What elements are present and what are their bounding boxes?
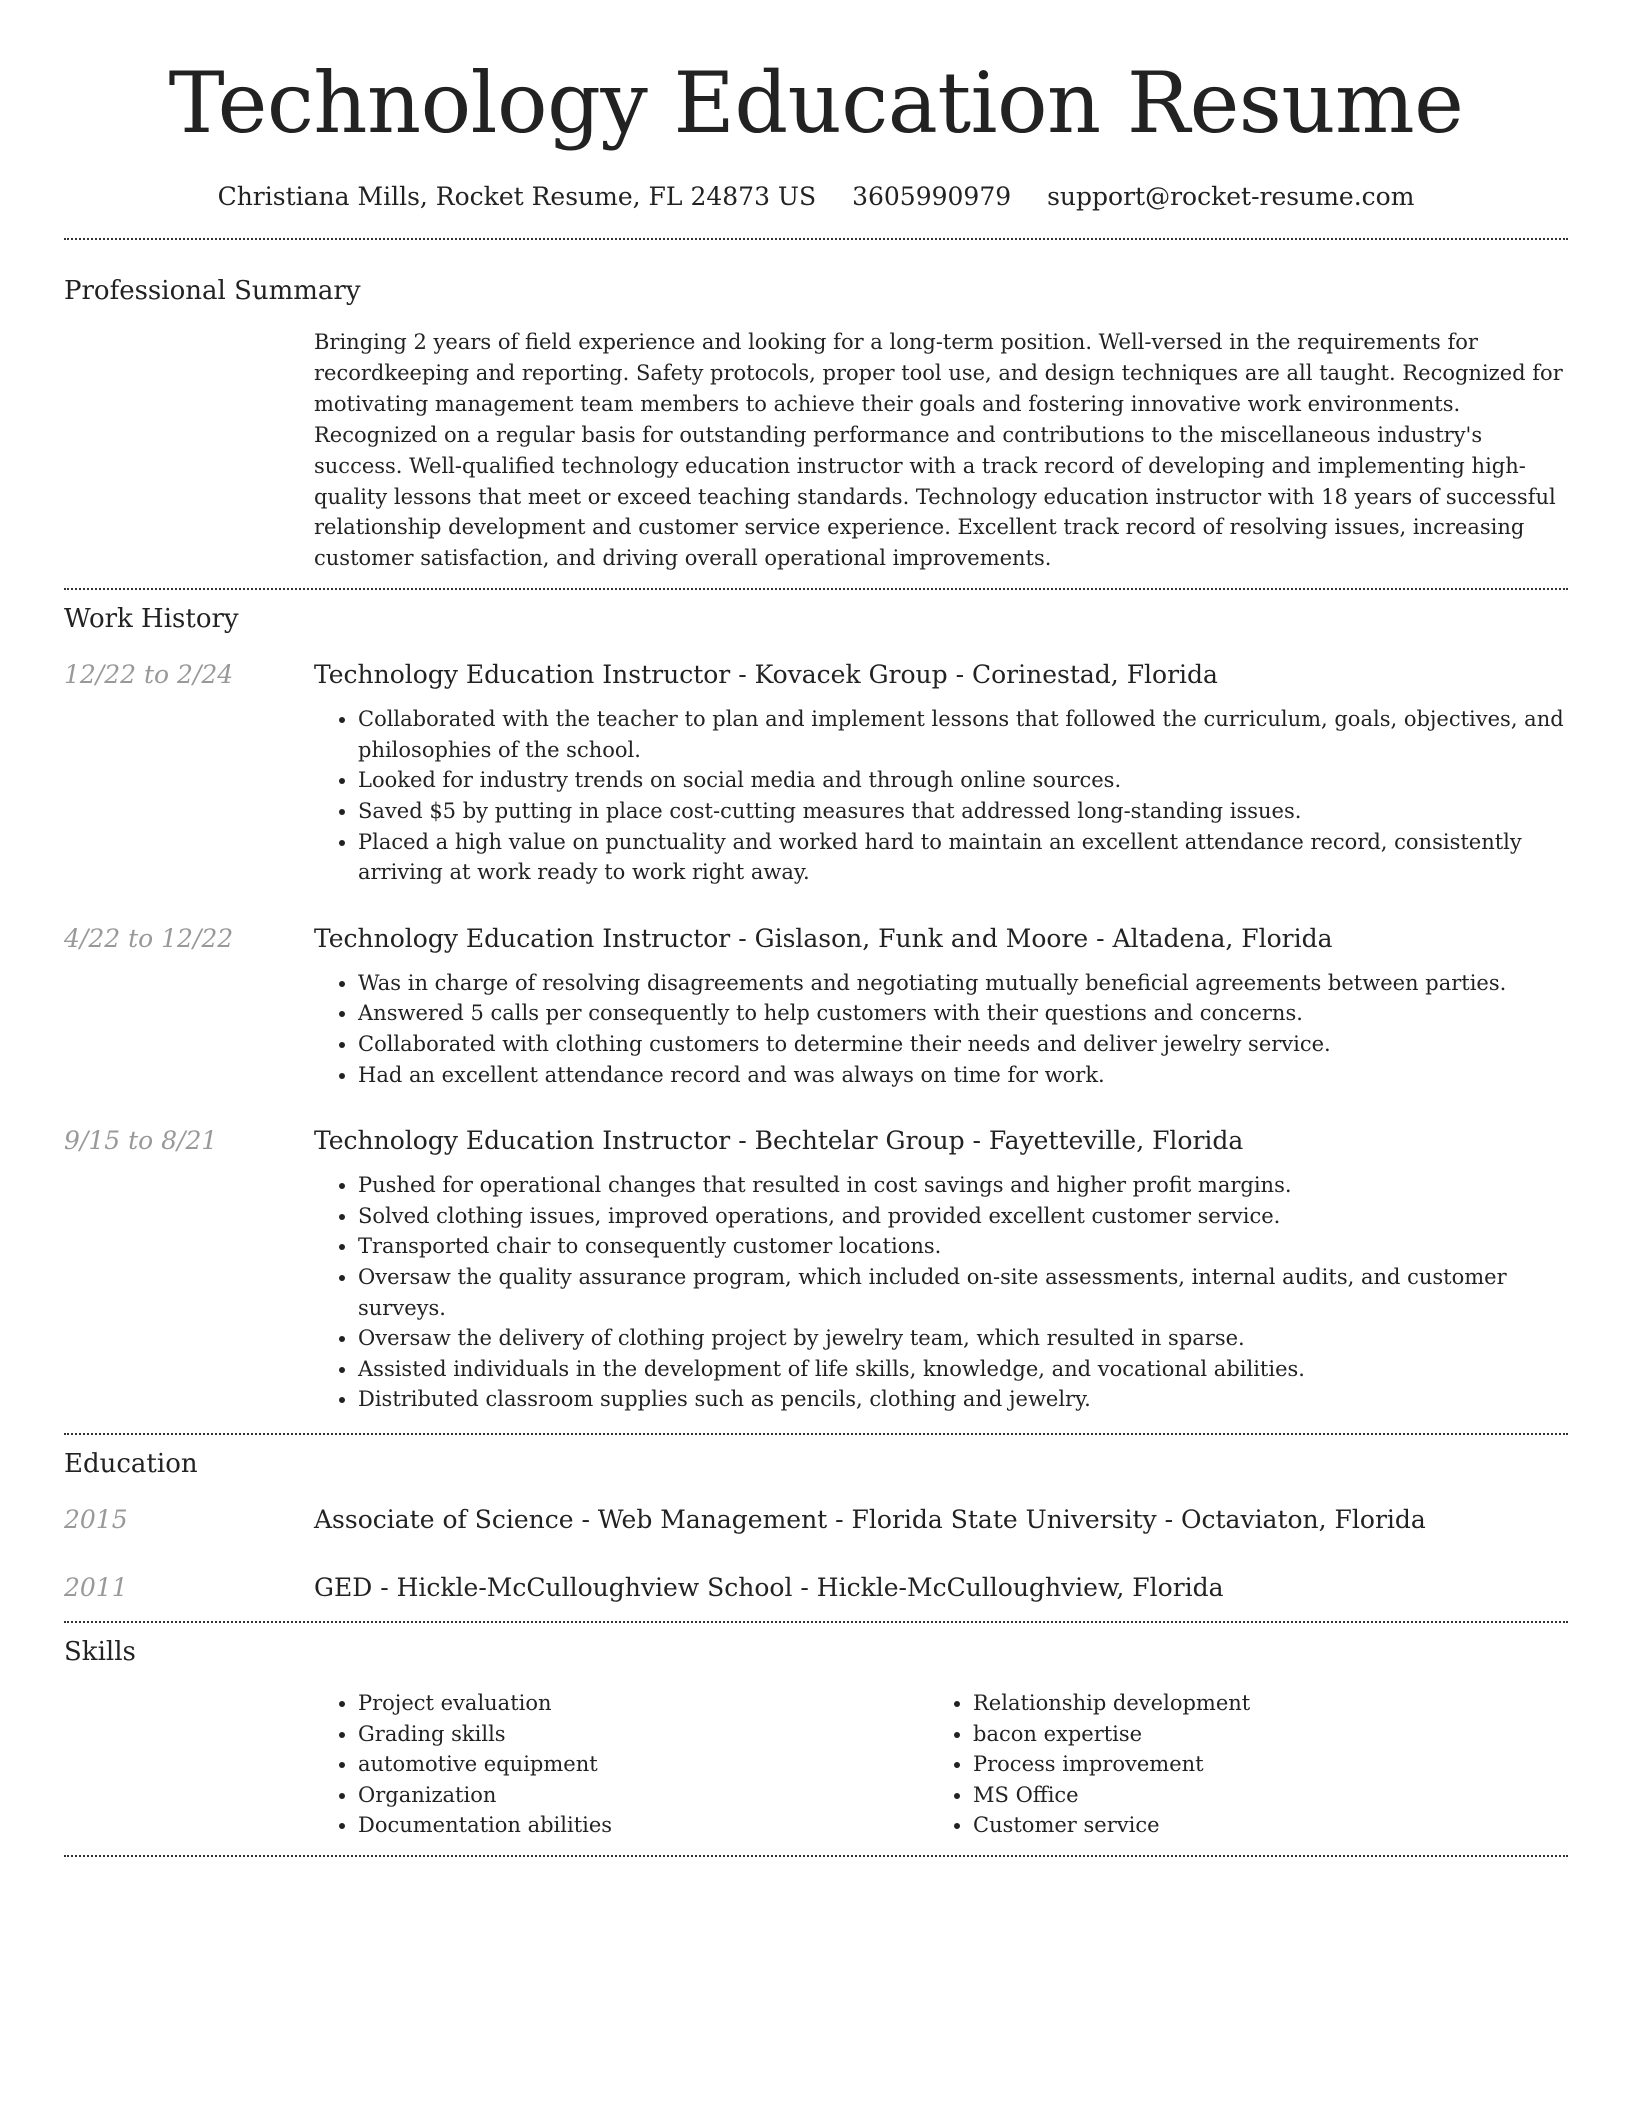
skills-column-left [314, 1688, 929, 1841]
divider [64, 238, 1568, 240]
list-item: • Answered 5 calls per consequently to help customers with their questions and concerns. [358, 998, 1568, 1029]
job-entry [64, 922, 1568, 1090]
skills-list [314, 1688, 1568, 1841]
job-bullets [314, 704, 1568, 888]
list-item: • MS Office [973, 1780, 1544, 1811]
list-item: • Oversaw the delivery of clothing project by jewelry team, which resulted in sparse. [358, 1323, 1568, 1354]
resume-title: Technology Education Resume [168, 54, 1464, 152]
contact-phone: 3605990979 [852, 182, 1012, 211]
job-bullets [314, 1170, 1568, 1415]
list-item: • Relationship development [973, 1688, 1544, 1719]
list-item: • Pushed for operational changes that resulted in cost savings and higher profit margins. [358, 1170, 1568, 1201]
list-item: • Placed a high value on punctuality and worked hard to maintain an excellent attendance record, consistently arriving at work ready to work right away. [358, 827, 1568, 888]
list-item: • Transported chair to consequently customer locations. [358, 1231, 1568, 1262]
resume-page [64, 0, 1568, 1857]
list-item: • Customer service [973, 1810, 1544, 1841]
section-heading-education: Education [64, 1448, 198, 1479]
list-item: • Oversaw the quality assurance program, which included on-site assessments, internal audits, and customer surveys. [358, 1262, 1568, 1323]
section-heading-work: Work History [64, 604, 239, 635]
education-detail: GED - Hickle-McCulloughview School - Hickle-McCulloughview, Florida [314, 1572, 1224, 1602]
list-item: • Project evaluation [358, 1688, 929, 1719]
summary-text: Bringing 2 years of field experience and looking for a long-term position. Well-versed in the requirements for recordkeeping and reporting. Safety protocols, proper tool use, and design techniques are all taught. Recognized for motivating management team members to achieve their goals and fostering innovative work environments. Recognized on a regular basis for outstanding performance and contributions to the miscellaneous industry's success. Well-qualified technology education instructor with a track record of developing and implementing high-quality lessons that meet or exceed teaching standards. Technology education instructor with 18 years of successful relationship development and customer service experience. Excellent track record of resolving issues, increasing customer satisfaction, and driving overall operational improvements. [314, 330, 1563, 571]
education-year: 2011 [64, 1572, 128, 1602]
list-item: • Collaborated with clothing customers to determine their needs and deliver jewelry service. [358, 1029, 1568, 1060]
education-entry [64, 1503, 1568, 1537]
list-item: • Documentation abilities [358, 1810, 929, 1841]
job-bullets [314, 968, 1568, 1090]
list-item: • Was in charge of resolving disagreements and negotiating mutually beneficial agreements between parties. [358, 968, 1568, 999]
list-item: • bacon expertise [973, 1719, 1544, 1750]
job-dates: 4/22 to 12/22 [64, 923, 234, 953]
list-item: • Process improvement [973, 1749, 1544, 1780]
job-title: Technology Education Instructor - Gislason, Funk and Moore - Altadena, Florida [314, 923, 1333, 953]
divider [64, 1433, 1568, 1435]
job-title: Technology Education Instructor - Kovacek Group - Corinestad, Florida [314, 660, 1218, 690]
job-dates: 9/15 to 8/21 [64, 1126, 218, 1156]
divider [64, 588, 1568, 590]
list-item: • Assisted individuals in the development of life skills, knowledge, and vocational abilities. [358, 1354, 1568, 1385]
list-item: • Collaborated with the teacher to plan and implement lessons that followed the curriculum, goals, objectives, and philosophies of the school. [358, 704, 1568, 765]
job-entry [64, 1124, 1568, 1415]
divider [64, 1621, 1568, 1623]
divider [64, 1855, 1568, 1857]
list-item: • Organization [358, 1780, 929, 1811]
list-item: • Grading skills [358, 1719, 929, 1750]
list-item: • automotive equipment [358, 1749, 929, 1780]
list-item: • Looked for industry trends on social media and through online sources. [358, 765, 1568, 796]
list-item: • Distributed classroom supplies such as pencils, clothing and jewelry. [358, 1384, 1568, 1415]
contact-address: Christiana Mills, Rocket Resume, FL 24873 US [217, 182, 817, 211]
list-item: • Solved clothing issues, improved operations, and provided excellent customer service. [358, 1201, 1568, 1232]
contact-email: support@rocket-resume.com [1047, 182, 1415, 211]
job-entry [64, 658, 1568, 888]
job-dates: 12/22 to 2/24 [64, 660, 234, 690]
education-detail: Associate of Science - Web Management - Florida State University - Octaviaton, Florida [314, 1504, 1426, 1534]
section-heading-skills: Skills [64, 1636, 136, 1667]
list-item: • Saved $5 by putting in place cost-cutting measures that addressed long-standing issues. [358, 796, 1568, 827]
education-year: 2015 [64, 1504, 128, 1534]
education-entry [64, 1571, 1568, 1605]
contact-line [64, 180, 1568, 214]
list-item: • Had an excellent attendance record and was always on time for work. [358, 1060, 1568, 1091]
skills-column-right [929, 1688, 1544, 1841]
job-title: Technology Education Instructor - Bechtelar Group - Fayetteville, Florida [314, 1126, 1244, 1156]
section-heading-summary: Professional Summary [64, 276, 361, 306]
